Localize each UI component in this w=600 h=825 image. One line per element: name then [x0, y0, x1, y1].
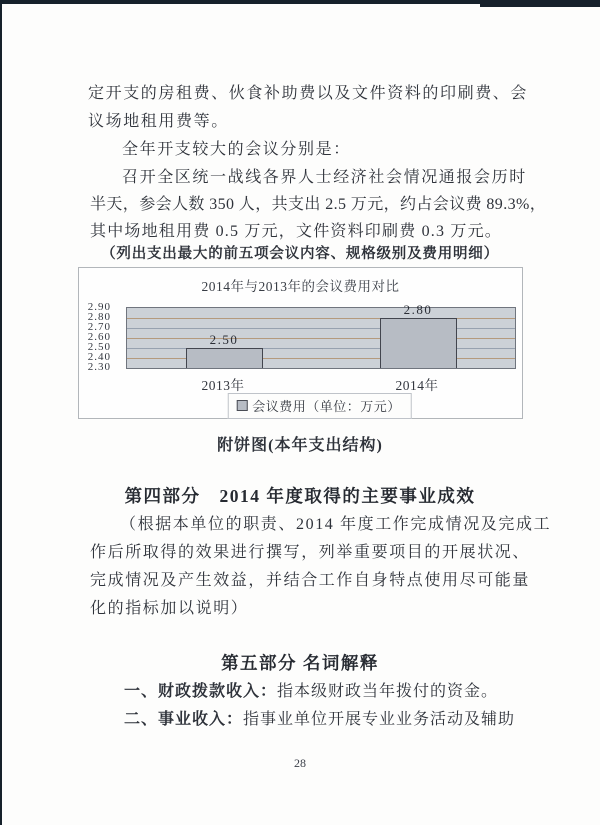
page-number: 28	[294, 756, 306, 770]
x-axis-tick-label: 2014年	[395, 378, 439, 393]
x-axis-tick-label: 2013年	[201, 378, 245, 393]
y-axis-tick-label: 2.60	[87, 331, 111, 343]
chart-y-axis	[81, 301, 117, 373]
chart-title: 2014年与2013年的会议费用对比	[201, 279, 400, 294]
bar-value-label: 2.80	[403, 302, 433, 317]
gridline	[127, 328, 515, 329]
y-axis-tick-label: 2.80	[87, 311, 111, 323]
y-axis-tick-label: 2.40	[87, 351, 111, 363]
section4-heading: 第四部分 2014 年度取得的主要事业成效	[124, 486, 476, 506]
glossary-term: 二、事业收入：	[124, 711, 244, 728]
y-axis-tick-label: 2.50	[87, 341, 111, 353]
glossary-definition: 指事业单位开展专业业务活动及辅助	[243, 711, 516, 728]
legend-label: 会议费用（单位：万元）	[252, 399, 401, 414]
bar-value-label: 2.50	[209, 332, 239, 347]
body-text-line: 半天，参会人数 350 人，共支出 2.5 万元，约占会议费 89.3%，	[90, 196, 547, 213]
scan-edge-left	[0, 0, 2, 825]
glossary-item	[124, 678, 498, 701]
section4-text-line: 化的指标加以说明）	[90, 600, 249, 617]
body-text-line: 全年开支较大的会议分别是：	[122, 141, 351, 158]
legend-marker-icon	[236, 400, 247, 411]
glossary-term: 一、财政拨款收入：	[124, 683, 278, 700]
section4-text-line: 作后所取得的效果进行撰写，列举重要项目的开展状况、	[90, 544, 531, 561]
glossary-item	[124, 706, 515, 729]
bar-2014年	[380, 318, 457, 368]
body-text-line: 定开支的房租费、伙食补助费以及文件资料的印刷费、会	[88, 85, 529, 102]
body-text-line: 议场地租用费等。	[88, 113, 229, 130]
bar-chart	[78, 267, 523, 419]
pie-chart-caption: 附饼图(本年支出结构)	[217, 437, 383, 454]
chart-legend	[227, 393, 412, 419]
section4-text-line: （根据本单位的职责、2014 年度工作完成情况及完成工	[120, 516, 552, 533]
section5-heading: 第五部分 名词解释	[221, 653, 379, 673]
section4-text-line: 完成情况及产生效益，并结合工作自身特点使用尽可能量	[90, 572, 531, 589]
body-text-line: 召开全区统一战线各界人士经济社会情况通报会历时	[122, 169, 527, 186]
chart-plot-area	[126, 302, 516, 369]
scan-edge-top-right	[480, 0, 600, 7]
gridline	[127, 318, 515, 319]
y-axis-tick-label: 2.30	[87, 361, 111, 373]
expense-note: （列出支出最大的前五项会议内容、规格级别及费用明细）	[101, 246, 499, 262]
y-axis-tick-label: 2.90	[87, 301, 111, 313]
chart-x-axis	[126, 374, 514, 392]
bar-2013年	[186, 348, 263, 368]
glossary-definition: 指本级财政当年拨付的资金。	[277, 683, 499, 700]
y-axis-tick-label: 2.70	[87, 321, 111, 333]
body-text-line: 其中场地租用费 0.5 万元，文件资料印刷费 0.3 万元。	[90, 223, 503, 240]
